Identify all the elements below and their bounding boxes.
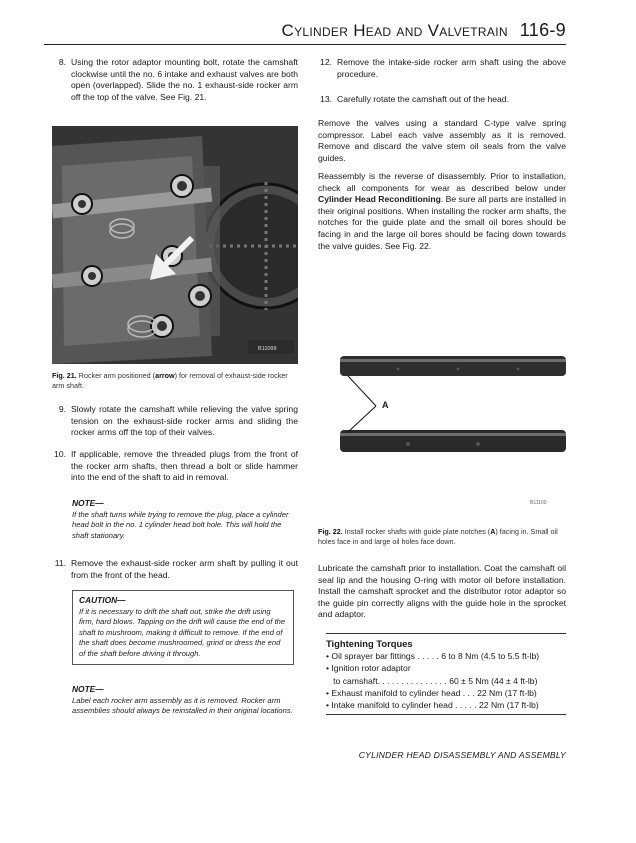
note-text: If the shaft turns while trying to remove the plug, place a cylinder head bolt in the no. 1 cylinder head bolt hole. This will hold the shaft stationary.: [72, 510, 289, 540]
page-header: [260, 20, 566, 41]
note-heading: NOTE—: [72, 684, 104, 694]
figure-22-photo: [318, 340, 566, 510]
paragraph-lubricate: Lubricate the camshaft prior to installation. Coat the camshaft oil seal lip and the housing O-ring with motor oil before installation. Install the camshaft sprocket and the distributor rotor adaptor so the guide pin correctly aligns with the guide hole in the sprocket and adaptor.: [318, 563, 566, 620]
caption-text: Install rocker shafts with guide plate notches (: [344, 527, 491, 536]
figure-code: B11099: [258, 346, 277, 352]
chapter-title: Cylinder Head and Valvetrain: [281, 21, 508, 40]
caption-text: ) facing in. Small oil holes face in and large oil holes face down.: [318, 527, 558, 546]
figure-label: Fig. 21.: [52, 371, 77, 380]
step-number: 13.: [320, 94, 332, 104]
torque-rule-bottom: [326, 714, 566, 715]
figure-label: Fig. 22.: [318, 527, 343, 536]
paragraph-text: Reassembly is the reverse of disassembly. Prior to installation, check all components for wear as described below under: [318, 171, 566, 193]
caption-callout: A: [490, 527, 496, 536]
torque-item: to camshaft. . . . . . . . . . . . . . . 60 ± 5 Nm (44 ± 4 ft-lb): [326, 675, 538, 686]
figure-21-caption: [52, 371, 298, 390]
torque-rule-top: [326, 633, 566, 634]
step-number: 8.: [58, 57, 66, 67]
caption-callout: arrow: [155, 371, 175, 380]
engine-photo-illustration: [52, 126, 298, 364]
page-number: 116-9: [519, 20, 566, 40]
paragraph-text: . Be sure all parts are installed in their original positions. When installing the rocker arm shafts, the notches for the guide plate and the small oil bores should be facing in and the large oil bores should be facing down towards the valve guides. See Fig. 22.: [318, 194, 566, 251]
step-text: Slowly rotate the camshaft while relieving the valve spring tension on the exhaust-side rocker arms and sliding the rocker arms off the top of their valves.: [71, 404, 298, 438]
paragraph-reassembly: [318, 171, 566, 252]
figure-21-photo: [52, 126, 298, 364]
note-1: [72, 498, 294, 541]
section-reference: Cylinder Head Reconditioning: [318, 194, 441, 205]
step-number: 11.: [54, 558, 66, 568]
step-11: [52, 558, 298, 581]
step-text: Using the rotor adaptor mounting bolt, rotate the camshaft clockwise until the no. 6 intake and exhaust valves are both open (overlapped). Slide the no. 1 exhaust-side rocker arm off the top of the valve. See Fig. 21.: [71, 57, 298, 102]
figure-22-caption: [318, 527, 566, 546]
step-10: [52, 449, 298, 484]
caution-heading: CAUTION—: [79, 595, 126, 605]
rocker-shafts-illustration: [318, 340, 566, 510]
caution-text: If it is necessary to drift the shaft out, strike the drift using firm, hard blows. Tapping on the drift will cause the end of the shaft to mushroom, making it difficult to remove. If the end of the shaft does become mushroomed, grind or dress the end of the shaft before driving it through.: [79, 607, 286, 658]
step-number: 10.: [54, 449, 66, 459]
step-text: Carefully rotate the camshaft out of the head.: [337, 94, 509, 104]
step-9: [52, 404, 298, 439]
callout-a: A: [382, 400, 389, 410]
step-number: 9.: [58, 404, 66, 414]
step-12: [318, 57, 566, 80]
step-text: If applicable, remove the threaded plugs from the front of the rocker arm shafts, then thread a bolt or slide hammer into the end of the shaft to aid in removal.: [71, 449, 298, 483]
step-8: [52, 57, 298, 103]
figure-code: B11100: [530, 500, 547, 506]
torque-item: • Ignition rotor adaptor: [326, 663, 411, 674]
tightening-torques: [326, 638, 566, 711]
step-text: Remove the exhaust-side rocker arm shaft by pulling it out from the front of the head.: [71, 558, 298, 580]
torque-item: • Exhaust manifold to cylinder head . . . 22 Nm (17 ft-lb): [326, 687, 537, 698]
note-text: Label each rocker arm assembly as it is removed. Rocker arm assemblies should always be reinstalled in their original locations.: [72, 696, 293, 716]
step-number: 12.: [320, 57, 332, 67]
note-2: [72, 684, 294, 717]
step-13: [318, 94, 566, 106]
torque-item: • Intake manifold to cylinder head . . . . . 22 Nm (17 ft-lb): [326, 700, 539, 711]
caution-box: [72, 590, 294, 665]
paragraph-valves: Remove the valves using a standard C-type valve spring compressor. Label each valve assembly as it is removed. Remove and discard the valve stem oil seals from the valve guides.: [318, 118, 566, 163]
torque-item: • Oil sprayer bar fittings . . . . . 6 to 8 Nm (4.5 to 5.5 ft-lb): [326, 651, 540, 662]
torques-heading: Tightening Torques: [326, 638, 413, 649]
note-heading: NOTE—: [72, 498, 104, 508]
header-rule: [44, 44, 566, 45]
page-footer: CYLINDER HEAD DISASSEMBLY AND ASSEMBLY: [358, 750, 566, 760]
step-text: Remove the intake-side rocker arm shaft using the above procedure.: [337, 57, 566, 79]
caption-text: Rocker arm positioned (: [78, 371, 156, 380]
caption-text: ) for removal of exhaust-side rocker arm shaft.: [52, 371, 288, 390]
